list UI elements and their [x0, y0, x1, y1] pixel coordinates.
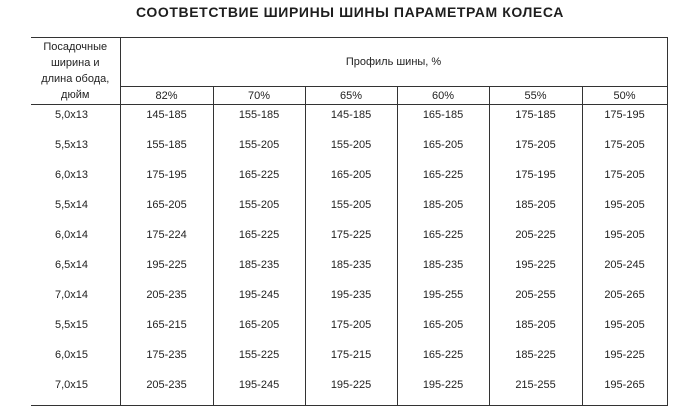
tire-width-cell: 185-225	[489, 345, 582, 375]
tire-width-cell: 205-235	[120, 375, 213, 406]
rim-size-cell: 5,5x13	[31, 135, 120, 165]
tire-width-cell: 165-225	[397, 345, 489, 375]
tire-width-cell: 215-255	[489, 375, 582, 406]
tire-width-cell: 175-235	[120, 345, 213, 375]
header-row-profiles	[31, 87, 667, 105]
table-row	[31, 105, 667, 136]
tire-width-cell: 155-185	[213, 105, 305, 136]
tire-width-cell: 165-205	[397, 135, 489, 165]
tire-width-cell: 195-225	[582, 345, 667, 375]
table-row	[31, 225, 667, 255]
table-row	[31, 165, 667, 195]
tire-width-table	[31, 37, 668, 406]
tire-width-cell: 185-235	[213, 255, 305, 285]
tire-width-cell: 205-255	[489, 285, 582, 315]
tire-width-cell: 185-205	[489, 195, 582, 225]
table-row	[31, 345, 667, 375]
tire-width-cell: 155-205	[213, 135, 305, 165]
tire-width-cell: 175-205	[489, 135, 582, 165]
rim-size-cell: 6,0x14	[31, 225, 120, 255]
rim-header-line: Посадочные	[43, 41, 108, 53]
rim-size-cell: 6,0x15	[31, 345, 120, 375]
tire-width-cell: 165-205	[305, 165, 397, 195]
tire-width-cell: 195-205	[582, 225, 667, 255]
tire-width-cell: 185-205	[489, 315, 582, 345]
tire-width-cell: 175-215	[305, 345, 397, 375]
profile-column-header: 60%	[397, 87, 489, 105]
tire-width-cell: 165-205	[397, 315, 489, 345]
profile-column-header: 70%	[213, 87, 305, 105]
tire-width-cell: 195-225	[120, 255, 213, 285]
rim-size-cell: 6,5x14	[31, 255, 120, 285]
tire-width-cell: 175-205	[305, 315, 397, 345]
profile-column-header: 50%	[582, 87, 667, 105]
profile-column-header: 82%	[120, 87, 213, 105]
table-row	[31, 315, 667, 345]
tire-width-cell: 205-245	[582, 255, 667, 285]
tire-width-cell: 185-205	[397, 195, 489, 225]
rim-size-cell: 5,5x15	[31, 315, 120, 345]
tire-width-cell: 185-235	[305, 255, 397, 285]
table-row	[31, 375, 667, 406]
tire-width-cell: 195-225	[305, 375, 397, 406]
rim-size-header	[31, 38, 120, 105]
profile-column-header: 65%	[305, 87, 397, 105]
tire-width-cell: 165-225	[397, 225, 489, 255]
tire-width-cell: 155-205	[305, 135, 397, 165]
tire-width-cell: 195-205	[582, 195, 667, 225]
rim-header-line: ширина и	[50, 57, 100, 69]
tire-width-cell: 155-205	[213, 195, 305, 225]
tire-width-cell: 155-225	[213, 345, 305, 375]
tire-width-cell: 195-225	[397, 375, 489, 406]
rim-size-cell: 5,5x14	[31, 195, 120, 225]
tire-width-cell: 165-205	[120, 195, 213, 225]
tire-width-cell: 195-225	[489, 255, 582, 285]
tire-width-cell: 165-225	[213, 225, 305, 255]
tire-width-cell: 165-225	[213, 165, 305, 195]
tire-width-cell: 175-225	[305, 225, 397, 255]
tire-width-cell: 205-265	[582, 285, 667, 315]
header-row-top	[31, 38, 667, 87]
tire-width-cell: 195-245	[213, 285, 305, 315]
tire-width-cell: 175-205	[582, 165, 667, 195]
rim-size-cell: 7,0x15	[31, 375, 120, 406]
tire-width-cell: 175-185	[489, 105, 582, 136]
tire-width-cell: 195-255	[397, 285, 489, 315]
page-title: СООТВЕТСТВИЕ ШИРИНЫ ШИНЫ ПАРАМЕТРАМ КОЛЕСА	[136, 4, 564, 20]
tire-width-cell: 155-205	[305, 195, 397, 225]
tire-width-cell: 205-225	[489, 225, 582, 255]
table-row	[31, 255, 667, 285]
tire-width-cell: 175-195	[489, 165, 582, 195]
rim-header-line: длина обода,	[41, 73, 110, 85]
tire-width-cell: 175-195	[120, 165, 213, 195]
tire-width-cell: 175-205	[582, 135, 667, 165]
tire-width-cell: 145-185	[305, 105, 397, 136]
tire-width-cell: 175-224	[120, 225, 213, 255]
rim-size-cell: 5,0x13	[31, 105, 120, 136]
tire-width-cell: 195-245	[213, 375, 305, 406]
tire-width-cell: 205-235	[120, 285, 213, 315]
tire-width-cell: 195-205	[582, 315, 667, 345]
tire-width-cell: 145-185	[120, 105, 213, 136]
rim-header-line: дюйм	[61, 89, 90, 101]
tire-width-cell: 165-185	[397, 105, 489, 136]
tire-width-cell: 195-235	[305, 285, 397, 315]
profile-column-header: 55%	[489, 87, 582, 105]
rim-size-cell: 7,0x14	[31, 285, 120, 315]
tire-width-cell: 195-265	[582, 375, 667, 406]
tire-width-cell: 165-215	[120, 315, 213, 345]
table-row	[31, 135, 667, 165]
table-row	[31, 285, 667, 315]
tire-width-cell: 155-185	[120, 135, 213, 165]
tire-width-cell: 185-235	[397, 255, 489, 285]
tire-width-cell: 165-225	[397, 165, 489, 195]
table-row	[31, 195, 667, 225]
tire-width-cell: 175-195	[582, 105, 667, 136]
profile-header: Профиль шины, %	[120, 38, 667, 87]
rim-size-cell: 6,0x13	[31, 165, 120, 195]
tire-width-cell: 165-205	[213, 315, 305, 345]
